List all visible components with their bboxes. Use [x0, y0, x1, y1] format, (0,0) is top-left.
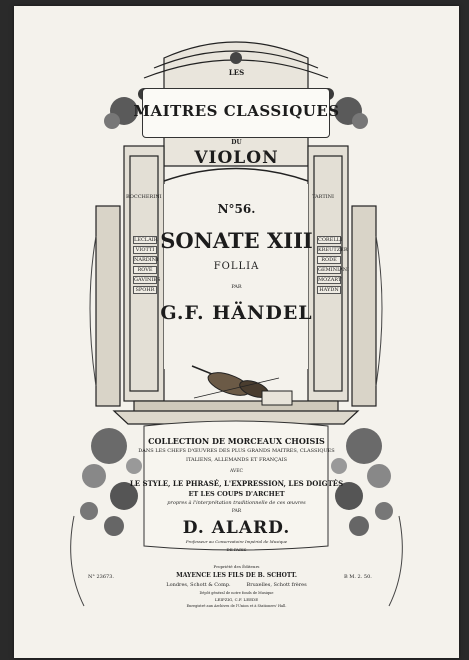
publisher-depot: Dépôt général de notre fonds de Musique	[199, 591, 274, 595]
title-page	[14, 6, 459, 658]
publisher-enreg: Enregistré aux Archives de l'Union et à Stationers' Hall.	[186, 604, 287, 608]
collection-avec: AVEC	[229, 469, 243, 474]
series-title: MAITRES CLASSIQUES	[133, 102, 340, 120]
collection-line-1: COLLECTION DE MORCEAUX CHOISIS	[148, 436, 325, 446]
publisher-london: Londres, Schott & Comp.	[166, 582, 231, 588]
collection-line-3: ITALIENS, ALLEMANDS ET FRANÇAIS	[185, 457, 288, 463]
series-du: DU	[231, 139, 242, 146]
column-name: GEMINIANI	[318, 267, 350, 273]
series-violon: VIOLON	[194, 148, 279, 168]
column-name: GAVINIES	[134, 277, 161, 283]
publisher-prop: Propriété des Éditeurs	[213, 564, 260, 569]
price: B M. 2. 50.	[344, 574, 372, 580]
publisher-cities	[14, 582, 459, 588]
collection-line-4: LE STYLE, LE PHRASÉ, L'EXPRESSION, LES DOIGTÉS	[129, 479, 344, 488]
editor-paris: DE PARIS	[226, 547, 247, 552]
column-label-left-top: BOCCHERINI	[126, 194, 162, 200]
column-name: NARDINI	[134, 257, 159, 263]
collection-line-5: ET LES COUPS D'ARCHET	[188, 490, 285, 498]
column-name: VIOTTI	[133, 246, 157, 254]
column-name: LECLAIR	[134, 237, 158, 243]
publisher-main: MAYENCE LES FILS DE B. SCHOTT.	[176, 572, 297, 579]
editor-title: Professeur au Conservatoire Impérial de Musique	[185, 539, 288, 544]
plate-number: N° 23673.	[88, 574, 114, 580]
column-name: RODE	[317, 256, 341, 264]
column-name: CORELLI	[318, 237, 342, 243]
work-title: SONATE XIII	[160, 228, 313, 253]
work-number: N°56.	[217, 202, 256, 216]
publisher-brussels: Bruxelles, Schott frères	[246, 582, 307, 588]
publisher-leipzig: LEIPZIG, C.F. LEEDE	[214, 597, 259, 602]
work-par: PAR	[231, 284, 242, 290]
column-name: SPOHR	[133, 286, 157, 294]
column-name: HAYDN	[317, 286, 341, 294]
collection-line-2: DANS LES CHEFS D'ŒUVRES DES PLUS GRANDS MAITRES, CLASSIQUES	[138, 448, 335, 454]
column-name: ROVE	[133, 266, 157, 274]
column-name: KREUTZER	[318, 247, 348, 253]
collection-line-6: propres à l'interprétation traditionnelle de ces œuvres	[167, 500, 306, 506]
series-les: LES	[228, 68, 245, 77]
work-subtitle: FOLLIA	[213, 261, 260, 272]
column-name: MOZART	[318, 277, 342, 283]
column-label-right-top: TARTINI	[312, 194, 335, 200]
composer-name: G.F. HÄNDEL	[160, 302, 313, 324]
editor-name: D. ALARD.	[182, 518, 291, 538]
collection-par: PAR	[231, 509, 242, 514]
